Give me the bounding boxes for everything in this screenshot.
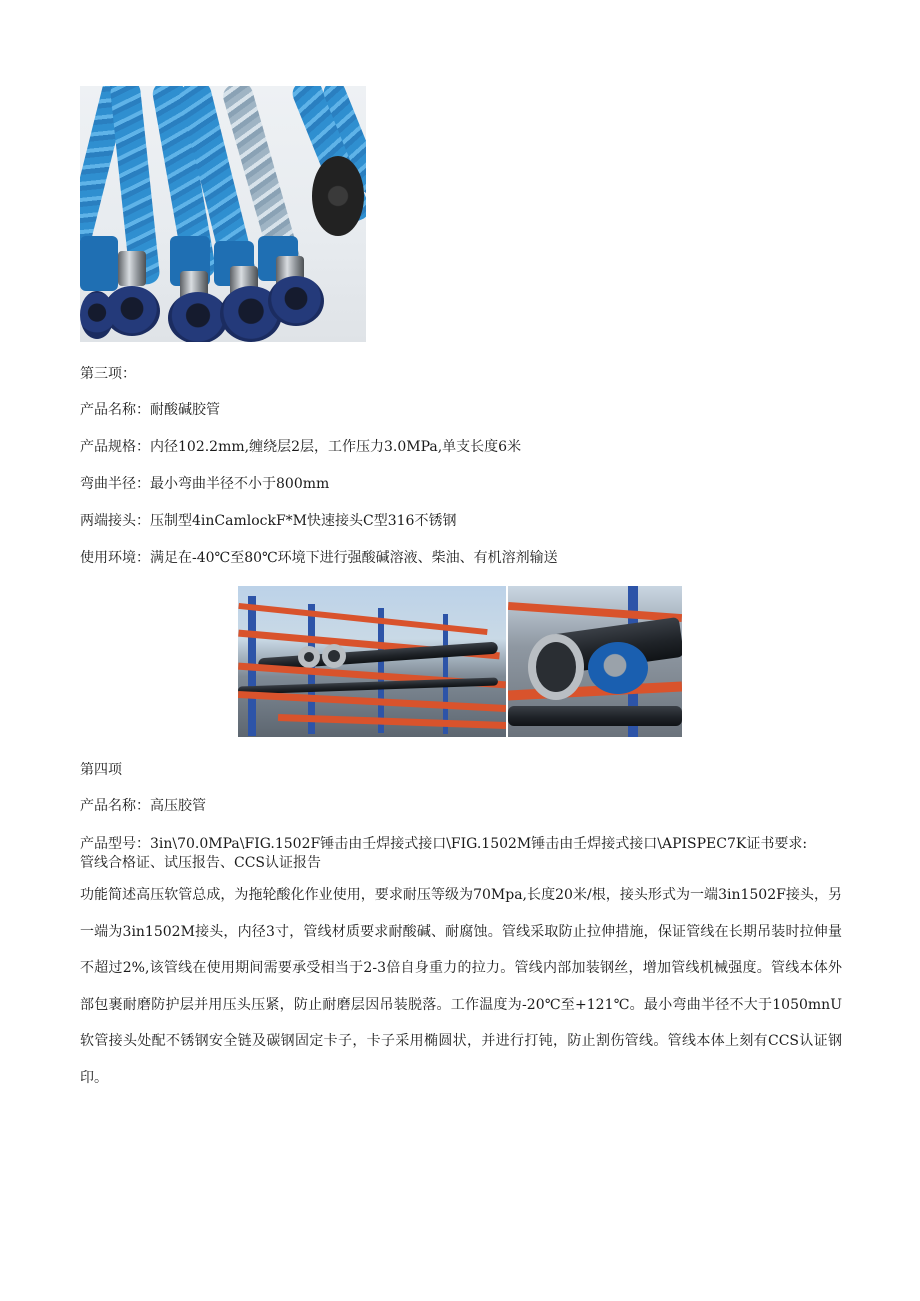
section3-heading: 第三项： — [80, 366, 136, 382]
hoses-photo — [80, 86, 366, 342]
section3-bend-radius: 弯曲半径：最小弯曲半径不小于800mm — [80, 476, 330, 492]
section4-model-line2: 管线合格证、试压报告、CCS认证报告 — [80, 855, 322, 871]
section4-model-line1: 产品型号：3in\70.0MPa\FIG.1502F锤击由壬焊接式接口\FIG.1502M锤击由壬焊接式接口\APISPEC7K证书要求: — [80, 836, 808, 852]
section3-product-name: 产品名称：耐酸碱胶管 — [80, 402, 220, 418]
rack-photo-left — [238, 586, 506, 737]
section3-environment: 使用环境：满足在-40℃至80℃环境下进行强酸碱溶液、柴油、有机溶剂输送 — [80, 550, 558, 566]
section4-heading: 第四项 — [80, 762, 122, 778]
section4-product-name: 产品名称：高压胶管 — [80, 798, 206, 814]
rack-photo-right — [508, 586, 682, 737]
section3-spec: 产品规格：内径102.2mm,缠绕层2层，工作压力3.0MPa,单支长度6米 — [80, 439, 522, 455]
section4-description: 功能简述高压软管总成，为拖轮酸化作业使用，要求耐压等级为70Mpa,长度20米/根，接头形式为一端3in1502F接头，另一端为3in1502M接头，内径3寸，管线材质要求耐酸碱、耐腐蚀。管线采取防止拉伸措施，保证管线在长期吊装时拉伸量不超过2%,该管线在使用期间需要承受相当于2-3倍自身重力的拉力。管线内部加装钢丝，增加管线机械强度。管线本体外部包裹耐磨防护层并用压头压紧，防止耐磨层因吊装脱落。工作温度为-20℃至+121℃。最小弯曲半径不大于1050mnU软管接头处配不锈钢安全链及碳钢固定卡子，卡子采用椭圆状，并进行打钝，防止割伤管线。管线本体上刻有CCS认证钢印。 — [80, 887, 842, 1086]
section3-end-fittings: 两端接头：压制型4inCamlockF*M快速接头C型316不锈钢 — [80, 513, 457, 529]
